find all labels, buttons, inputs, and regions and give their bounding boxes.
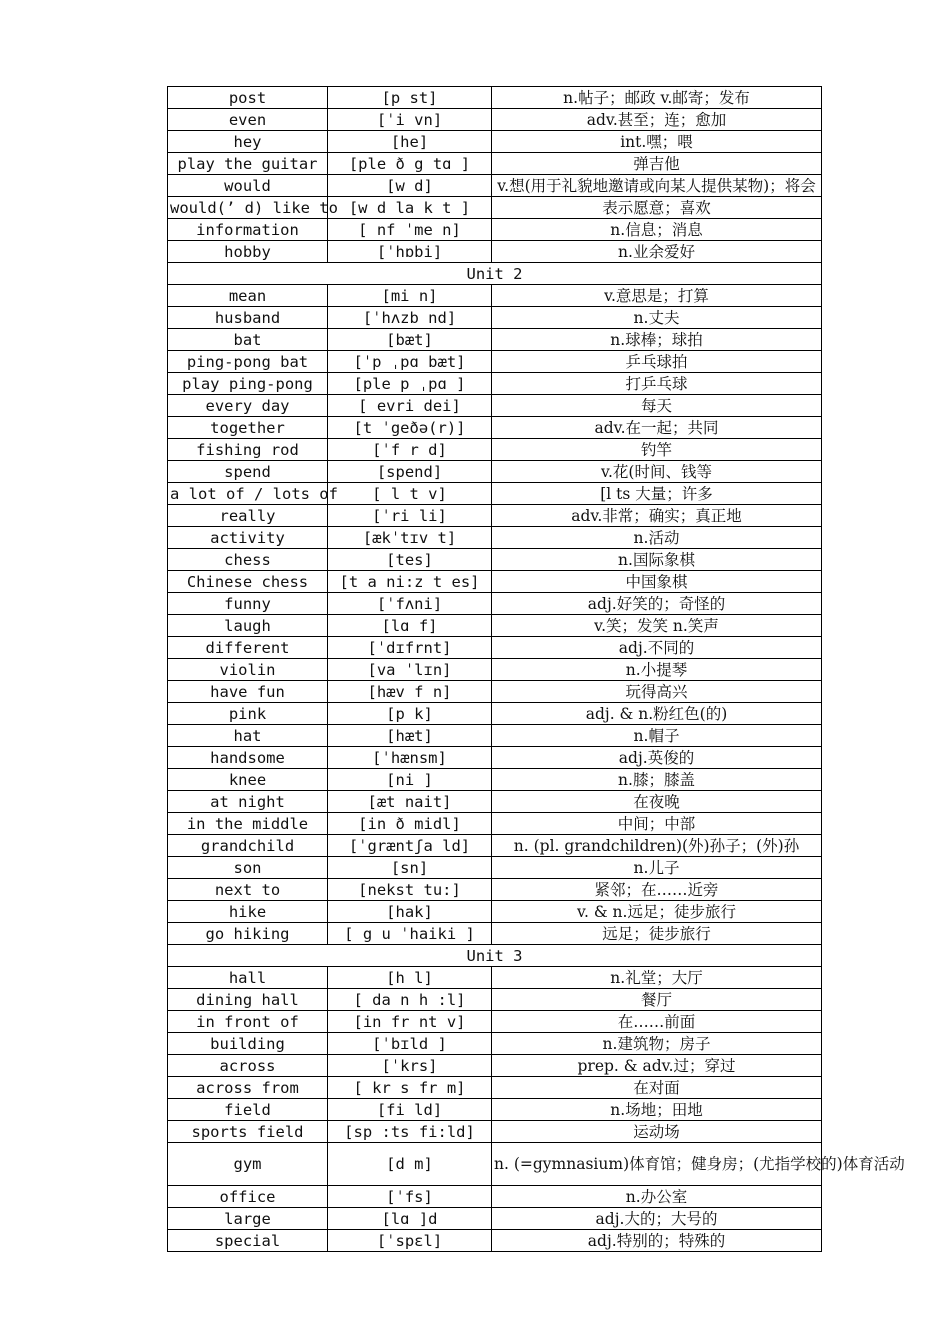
unit-heading: Unit 2 (168, 263, 822, 285)
vocab-phonetic: [in fr nt v] (328, 1011, 492, 1033)
vocab-word: pink (168, 703, 328, 725)
vocab-row (168, 791, 822, 813)
vocab-row (168, 1011, 822, 1033)
vocab-word: have fun (168, 681, 328, 703)
vocab-row (168, 197, 822, 219)
vocab-word: handsome (168, 747, 328, 769)
vocab-meaning: 紧邻；在……近旁 (492, 879, 822, 901)
vocab-word: in the middle (168, 813, 328, 835)
vocab-phonetic: [p st] (328, 87, 492, 109)
vocab-row (168, 373, 822, 395)
vocab-word: special (168, 1230, 328, 1252)
vocab-meaning: 弹吉他 (492, 153, 822, 175)
vocab-row (168, 659, 822, 681)
vocab-phonetic: [bæt] (328, 329, 492, 351)
vocab-word: would(’ d) like to (168, 197, 328, 219)
vocab-phonetic: [ kr s fr m] (328, 1077, 492, 1099)
vocab-meaning: adj. & n.粉红色(的) (492, 703, 822, 725)
vocab-row (168, 241, 822, 263)
vocab-row (168, 923, 822, 945)
vocab-meaning: adj.英俊的 (492, 747, 822, 769)
vocab-word: husband (168, 307, 328, 329)
vocab-phonetic: [d m] (328, 1143, 492, 1186)
vocab-phonetic: [ˈdɪfrnt] (328, 637, 492, 659)
vocab-meaning: [l ts 大量；许多 (492, 483, 822, 505)
vocab-word: large (168, 1208, 328, 1230)
vocab-phonetic: [h l] (328, 967, 492, 989)
vocab-word: play the guitar (168, 153, 328, 175)
vocabulary-table (167, 86, 905, 1252)
vocab-row (168, 571, 822, 593)
vocab-row (168, 747, 822, 769)
vocab-phonetic: [ple ð g tɑ ] (328, 153, 492, 175)
vocab-word: chess (168, 549, 328, 571)
vocab-phonetic: [ l t v] (328, 483, 492, 505)
vocab-row (168, 703, 822, 725)
vocab-phonetic: [ˈgræntʃa ld] (328, 835, 492, 857)
vocab-row (168, 395, 822, 417)
vocab-meaning: n.帖子；邮政 v.邮寄；发布 (492, 87, 822, 109)
vocab-phonetic: [p k] (328, 703, 492, 725)
vocab-word: son (168, 857, 328, 879)
vocab-phonetic: [ˈfʌni] (328, 593, 492, 615)
vocab-word: a lot of / lots of (168, 483, 328, 505)
vocab-row (168, 1099, 822, 1121)
vocab-phonetic: [ˈspɛl] (328, 1230, 492, 1252)
vocab-meaning: n.膝；膝盖 (492, 769, 822, 791)
vocab-row (168, 153, 822, 175)
vocab-phonetic: [sn] (328, 857, 492, 879)
vocab-meaning: 每天 (492, 395, 822, 417)
vocab-row (168, 857, 822, 879)
vocab-row (168, 901, 822, 923)
vocab-phonetic: [lɑ ]d (328, 1208, 492, 1230)
vocab-word: funny (168, 593, 328, 615)
vocab-word: dining hall (168, 989, 328, 1011)
vocab-row (168, 1186, 822, 1208)
vocab-row (168, 285, 822, 307)
vocab-meaning: n.礼堂；大厅 (492, 967, 822, 989)
vocab-row (168, 593, 822, 615)
vocab-word: different (168, 637, 328, 659)
vocab-meaning: 中间；中部 (492, 813, 822, 835)
vocab-word: bat (168, 329, 328, 351)
vocab-word: hey (168, 131, 328, 153)
vocab-row (168, 879, 822, 901)
vocab-meaning: 远足；徒步旅行 (492, 923, 822, 945)
vocab-meaning: adj.好笑的；奇怪的 (492, 593, 822, 615)
vocab-word: post (168, 87, 328, 109)
vocab-row (168, 439, 822, 461)
vocab-phonetic: [ da n h :l] (328, 989, 492, 1011)
vocab-phonetic: [w d] (328, 175, 492, 197)
vocab-phonetic: [spend] (328, 461, 492, 483)
vocab-word: fishing rod (168, 439, 328, 461)
vocab-meaning: n. (=gymnasium)体育馆；健身房；(尤指学校的)体育活动 (492, 1143, 822, 1186)
vocab-row (168, 1208, 822, 1230)
vocab-word: sports field (168, 1121, 328, 1143)
vocab-row (168, 527, 822, 549)
vocab-meaning: n.小提琴 (492, 659, 822, 681)
vocab-row (168, 549, 822, 571)
vocab-row (168, 109, 822, 131)
vocab-word: hat (168, 725, 328, 747)
vocab-meaning: n.业余爱好 (492, 241, 822, 263)
vocab-meaning: v.花(时间、钱等 (492, 461, 822, 483)
vocab-meaning: adj.特别的；特殊的 (492, 1230, 822, 1252)
vocab-phonetic: [ˈkrs] (328, 1055, 492, 1077)
vocab-row (168, 1230, 822, 1252)
vocab-phonetic: [in ð midl] (328, 813, 492, 835)
vocab-word: information (168, 219, 328, 241)
vocab-meaning: n.国际象棋 (492, 549, 822, 571)
vocab-row (168, 417, 822, 439)
vocab-meaning: n. (pl. grandchildren)(外)孙子；(外)孙 (492, 835, 822, 857)
vocab-phonetic: [t a ni:z t es] (328, 571, 492, 593)
vocab-phonetic: [ˈri li] (328, 505, 492, 527)
vocab-phonetic: [ evri dei] (328, 395, 492, 417)
vocab-phonetic: [hæt] (328, 725, 492, 747)
vocab-phonetic: [ˈhɒbi] (328, 241, 492, 263)
vocab-meaning: 餐厅 (492, 989, 822, 1011)
vocab-phonetic: [ g u ˈhaiki ] (328, 923, 492, 945)
vocab-word: building (168, 1033, 328, 1055)
vocab-row (168, 219, 822, 241)
vocabulary-table-body (168, 87, 905, 1252)
vocab-word: hall (168, 967, 328, 989)
vocab-phonetic: [ni ] (328, 769, 492, 791)
vocab-phonetic: [ˈfs] (328, 1186, 492, 1208)
unit-header-row (168, 263, 822, 285)
vocab-meaning: 乒乓球拍 (492, 351, 822, 373)
vocab-meaning: n.丈夫 (492, 307, 822, 329)
vocab-meaning: adj.不同的 (492, 637, 822, 659)
vocab-meaning: n.办公室 (492, 1186, 822, 1208)
vocab-word: field (168, 1099, 328, 1121)
vocab-meaning: v. & n.远足；徒步旅行 (492, 901, 822, 923)
vocab-row (168, 87, 822, 109)
vocab-word: grandchild (168, 835, 328, 857)
vocab-row (168, 813, 822, 835)
vocab-phonetic: [fi ld] (328, 1099, 492, 1121)
vocab-row (168, 351, 822, 373)
vocab-meaning: adv.甚至；连；愈加 (492, 109, 822, 131)
vocab-word: in front of (168, 1011, 328, 1033)
vocab-row (168, 725, 822, 747)
vocab-row (168, 637, 822, 659)
vocab-row (168, 461, 822, 483)
vocab-meaning: 打乒乓球 (492, 373, 822, 395)
vocab-row (168, 175, 822, 197)
vocab-word: violin (168, 659, 328, 681)
vocab-word: even (168, 109, 328, 131)
vocab-word: mean (168, 285, 328, 307)
vocab-phonetic: [ækˈtɪv t] (328, 527, 492, 549)
vocab-row (168, 483, 822, 505)
vocab-word: across (168, 1055, 328, 1077)
vocab-word: ping-pong bat (168, 351, 328, 373)
vocab-row (168, 989, 822, 1011)
vocab-meaning: 钓竿 (492, 439, 822, 461)
vocab-meaning: n.建筑物；房子 (492, 1033, 822, 1055)
vocab-phonetic: [he] (328, 131, 492, 153)
vocab-word: gym (168, 1143, 328, 1186)
vocab-meaning: n.儿子 (492, 857, 822, 879)
vocab-word: play ping-pong (168, 373, 328, 395)
vocab-meaning: n.场地；田地 (492, 1099, 822, 1121)
vocab-word: hike (168, 901, 328, 923)
vocab-row (168, 505, 822, 527)
vocab-word: next to (168, 879, 328, 901)
vocab-phonetic: [ˈbɪld ] (328, 1033, 492, 1055)
vocab-meaning: 在……前面 (492, 1011, 822, 1033)
unit-header-row (168, 945, 822, 967)
vocab-phonetic: [ple p ˌpɑ ] (328, 373, 492, 395)
vocab-phonetic: [æt nait] (328, 791, 492, 813)
vocab-row (168, 307, 822, 329)
vocab-meaning: n.球棒；球拍 (492, 329, 822, 351)
vocab-phonetic: [tes] (328, 549, 492, 571)
vocab-word: would (168, 175, 328, 197)
vocab-word: spend (168, 461, 328, 483)
vocab-meaning: 玩得高兴 (492, 681, 822, 703)
vocab-word: knee (168, 769, 328, 791)
vocab-word: Chinese chess (168, 571, 328, 593)
vocab-word: really (168, 505, 328, 527)
vocab-row (168, 1077, 822, 1099)
vocab-meaning: 在夜晚 (492, 791, 822, 813)
vocab-phonetic: [ nf ˈme n] (328, 219, 492, 241)
vocab-word: activity (168, 527, 328, 549)
vocab-phonetic: [ˈp ˌpɑ bæt] (328, 351, 492, 373)
vocab-word: every day (168, 395, 328, 417)
vocab-meaning: 表示愿意；喜欢 (492, 197, 822, 219)
vocab-word: across from (168, 1077, 328, 1099)
vocab-phonetic: [nekst tu:] (328, 879, 492, 901)
vocab-meaning: n.信息；消息 (492, 219, 822, 241)
vocab-word: office (168, 1186, 328, 1208)
vocab-meaning: n.帽子 (492, 725, 822, 747)
vocab-meaning: adv.非常；确实；真正地 (492, 505, 822, 527)
vocab-phonetic: [lɑ f] (328, 615, 492, 637)
vocab-row (168, 1143, 822, 1186)
vocab-row (168, 615, 822, 637)
vocab-meaning: v.笑；发笑 n.笑声 (492, 615, 822, 637)
vocab-row (168, 1033, 822, 1055)
vocab-meaning: v.想(用于礼貌地邀请或向某人提供某物)；将会 (492, 175, 822, 197)
vocab-phonetic: [mi n] (328, 285, 492, 307)
vocab-row (168, 1121, 822, 1143)
vocab-phonetic: [t ˈgeðə(r)] (328, 417, 492, 439)
vocab-word: together (168, 417, 328, 439)
vocab-phonetic: [va ˈlɪn] (328, 659, 492, 681)
vocab-row (168, 329, 822, 351)
vocab-phonetic: [hæv f n] (328, 681, 492, 703)
vocab-row (168, 769, 822, 791)
vocab-row (168, 131, 822, 153)
vocab-phonetic: [ˈhænsm] (328, 747, 492, 769)
vocab-row (168, 835, 822, 857)
vocab-meaning: adj.大的；大号的 (492, 1208, 822, 1230)
vocab-meaning: 在对面 (492, 1077, 822, 1099)
vocab-meaning: v.意思是；打算 (492, 285, 822, 307)
vocab-phonetic: [w d la k t ] (328, 197, 492, 219)
vocab-meaning: prep. & adv.过；穿过 (492, 1055, 822, 1077)
vocab-phonetic: [ˈi vn] (328, 109, 492, 131)
vocab-row (168, 681, 822, 703)
vocab-phonetic: [ˈf r d] (328, 439, 492, 461)
vocab-meaning: 运动场 (492, 1121, 822, 1143)
vocab-row (168, 967, 822, 989)
vocab-meaning: int.嘿；喂 (492, 131, 822, 153)
vocab-word: laugh (168, 615, 328, 637)
vocab-meaning: 中国象棋 (492, 571, 822, 593)
vocab-row (168, 1055, 822, 1077)
vocab-word: at night (168, 791, 328, 813)
vocab-phonetic: [hak] (328, 901, 492, 923)
vocab-word: hobby (168, 241, 328, 263)
unit-heading: Unit 3 (168, 945, 822, 967)
vocab-meaning: n.活动 (492, 527, 822, 549)
vocab-phonetic: [ˈhʌzb nd] (328, 307, 492, 329)
vocab-phonetic: [sp :ts fi:ld] (328, 1121, 492, 1143)
vocab-word: go hiking (168, 923, 328, 945)
vocab-meaning: adv.在一起；共同 (492, 417, 822, 439)
